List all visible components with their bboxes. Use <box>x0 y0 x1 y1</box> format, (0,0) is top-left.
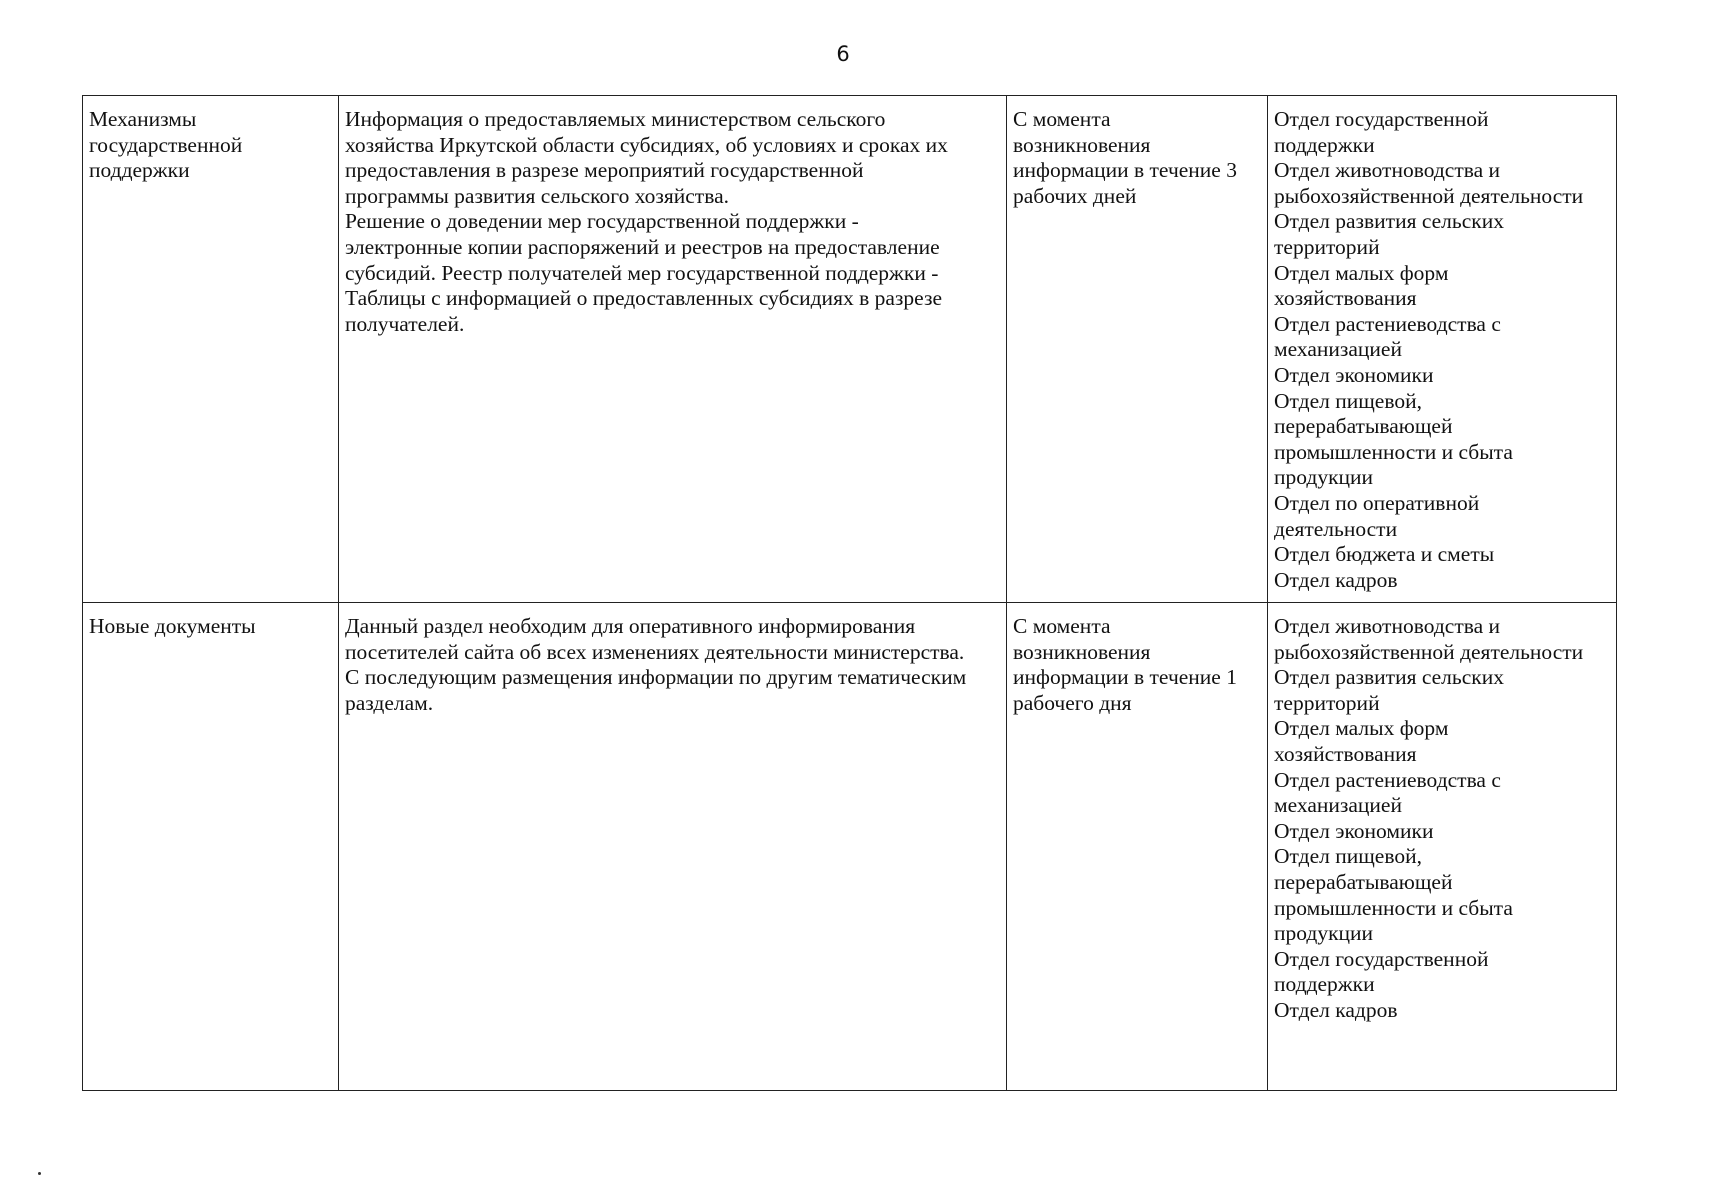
deadline-cell <box>1007 96 1268 603</box>
department-line: хозяйствования <box>1274 286 1417 311</box>
content-line: Таблицы с информацией о предоставленных субсидиях в разрезе <box>345 286 942 311</box>
page-number: 6 <box>836 42 850 66</box>
department-line: деятельности <box>1274 516 1398 541</box>
section-cell <box>83 96 339 603</box>
department-line: Отдел государственной <box>1274 107 1489 131</box>
deadline-line: возникновения <box>1013 639 1151 664</box>
department-line: Отдел пищевой, <box>1274 388 1422 413</box>
deadline-line: рабочего дня <box>1013 690 1132 715</box>
department-line: Отдел развития сельских <box>1274 209 1504 234</box>
content-line: разделам. <box>345 690 434 715</box>
content-cell <box>339 96 1007 603</box>
department-line: Отдел животноводства и <box>1274 158 1501 183</box>
department-line: Отдел малых форм <box>1274 260 1449 285</box>
content-line: Информация о предоставляемых министерством сельского <box>345 107 886 131</box>
section-line: поддержки <box>89 158 190 183</box>
content-cell <box>339 603 1007 1091</box>
content-line: субсидий. Реестр получателей мер государственной поддержки - <box>345 260 939 285</box>
department-line: механизацией <box>1274 337 1402 362</box>
table-row <box>83 96 1617 603</box>
department-line: хозяйствования <box>1274 741 1417 766</box>
scan-speck <box>38 1172 41 1175</box>
department-line: Отдел растениеводства с <box>1274 767 1501 792</box>
deadline-line: информации в течение 1 <box>1013 665 1237 690</box>
department-line: Отдел государственной <box>1274 946 1489 971</box>
departments-cell <box>1268 96 1617 603</box>
department-line: Отдел растениеводства с <box>1274 311 1501 336</box>
deadline-cell <box>1007 603 1268 1091</box>
content-line: получателей. <box>345 311 465 336</box>
department-line: поддержки <box>1274 972 1375 997</box>
department-line: рыбохозяйственной деятельности <box>1274 183 1584 208</box>
department-line: Отдел экономики <box>1274 818 1434 843</box>
department-line: продукции <box>1274 921 1374 946</box>
information-table <box>82 95 1617 1091</box>
department-line: Отдел по оперативной <box>1274 490 1480 515</box>
department-line: механизацией <box>1274 793 1402 818</box>
deadline-line: возникновения <box>1013 132 1151 157</box>
deadline-line: С момента <box>1013 614 1111 638</box>
department-line: промышленности и сбыта <box>1274 895 1513 920</box>
content-line: хозяйства Иркутской области субсидиях, об условиях и сроках их <box>345 132 948 157</box>
department-line: промышленности и сбыта <box>1274 439 1513 464</box>
department-line: Отдел кадров <box>1274 997 1398 1022</box>
department-line: поддержки <box>1274 132 1375 157</box>
content-line: электронные копии распоряжений и реестров на предоставление <box>345 234 940 259</box>
department-line: Отдел бюджета и сметы <box>1274 542 1495 567</box>
department-line: территорий <box>1274 690 1380 715</box>
content-line: Решение о доведении мер государственной поддержки - <box>345 209 859 234</box>
department-line: продукции <box>1274 465 1374 490</box>
content-line: посетителей сайта об всех изменениях деятельности министерства. <box>345 639 965 664</box>
section-line: государственной <box>89 132 243 157</box>
department-line: перерабатывающей <box>1274 414 1453 439</box>
deadline-line: информации в течение 3 <box>1013 158 1237 183</box>
content-line: предоставления в разрезе мероприятий государственной <box>345 158 864 183</box>
content-line: программы развития сельского хозяйства. <box>345 183 729 208</box>
department-line: Отдел пищевой, <box>1274 844 1422 869</box>
department-line: Отдел экономики <box>1274 362 1434 387</box>
content-line: С последующим размещения информации по другим тематическим <box>345 665 967 690</box>
section-line: Механизмы <box>89 107 197 131</box>
content-line: Данный раздел необходим для оперативного информирования <box>345 614 916 638</box>
department-line: рыбохозяйственной деятельности <box>1274 639 1584 664</box>
table-row <box>83 603 1617 1091</box>
departments-cell <box>1268 603 1617 1091</box>
department-line: территорий <box>1274 234 1380 259</box>
department-line: Отдел малых форм <box>1274 716 1449 741</box>
department-line: Отдел кадров <box>1274 567 1398 592</box>
department-line: Отдел развития сельских <box>1274 665 1504 690</box>
section-cell <box>83 603 339 1091</box>
deadline-line: С момента <box>1013 107 1111 131</box>
section-line: Новые документы <box>89 614 256 638</box>
deadline-line: рабочих дней <box>1013 183 1137 208</box>
department-line: перерабатывающей <box>1274 869 1453 894</box>
department-line: Отдел животноводства и <box>1274 614 1501 638</box>
